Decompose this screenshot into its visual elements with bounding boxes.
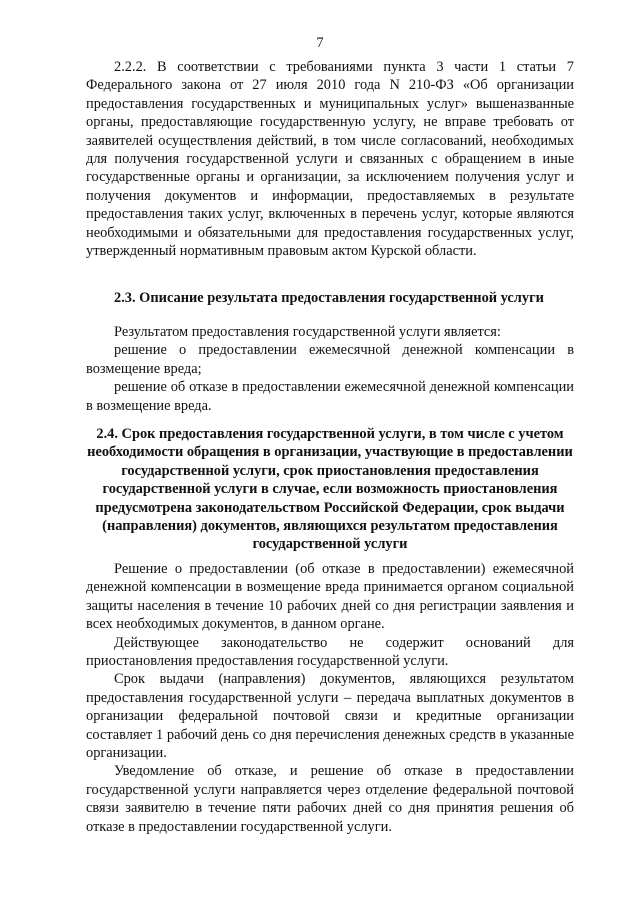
paragraph-2-3-decision-grant: решение о предоставлении ежемесячной денежной компенсации в возмещение вреда;	[86, 342, 574, 377]
heading-2-4: 2.4. Срок предоставления государственной услуги, в том числе с учетом необходимости обращения в организации, участвующие в предоставлении государственной услуги, срок приостановления предоставления государственной услуги в случае, если возможность приостановления предусмотрена законодательством Российской Федерации, срок выдачи (направления) документов, являющихся результатом предоставления государственной услуги	[87, 426, 573, 553]
paragraph-2-4-refusal-notice: Уведомление об отказе, и решение об отказе в предоставлении государственной услуги направляется через отделение федеральной почтовой связи заявителю в течение пяти рабочих дней со дня принятия решения об отказе в предоставлении государственной услуги.	[86, 763, 574, 835]
paragraph-2-4-no-suspension: Действующее законодательство не содержит оснований для приостановления предоставления государственной услуги.	[86, 634, 574, 670]
section-2-2-2	[86, 58, 574, 260]
paragraph-2-4-decision-term: Решение о предоставлении (об отказе в предоставлении) ежемесячной денежной компенсации в возмещение вреда принимается органом социальной защиты населения в течение 10 рабочих дней со дня регистрации заявления и всех необходимых документов, в данном органе.	[86, 561, 574, 633]
paragraph-2-4-issue-term: Срок выдачи (направления) документов, являющихся результатом предоставления государственной услуги – передача выплатных документов в организации федеральной почтовой связи и кредитные организации составляет 1 рабочий день со дня перечисления денежных средств в указанные организации.	[86, 671, 574, 762]
page-number: 7	[316, 35, 324, 51]
section-2-4-body	[86, 560, 574, 836]
section-2-4	[86, 425, 574, 554]
section-2-3-body	[86, 323, 574, 415]
paragraph-2-3-decision-refuse: решение об отказе в предоставлении ежемесячной денежной компенсации в возмещение вреда.	[86, 379, 574, 414]
heading-2-3: 2.3. Описание результата предоставления государственной услуги	[114, 290, 544, 306]
section-2-3	[86, 289, 574, 307]
paragraph-2-2-2: 2.2.2. В соответствии с требованиями пункта 3 части 1 статьи 7 Федерального закона от 27 июля 2010 года N 210-ФЗ «Об организации предоставления государственных и муниципальных услуг» вышеназванные органы, предоставляющие государственную услугу, не вправе требовать от заявителей осуществления действий, в том числе согласований, необходимых для получения государственной услуги и связанных с обращением в иные государственные органы и организации, за исключением получения услуг и получения документов и информации, предоставляемых в результате предоставления таких услуг, включенных в перечень услуг, которые являются необходимыми и обязательными для предоставления государственных услуг, утвержденный нормативным правовым актом Курской области.	[86, 59, 574, 260]
paragraph-2-3-intro: Результатом предоставления государственной услуги является:	[114, 324, 501, 340]
